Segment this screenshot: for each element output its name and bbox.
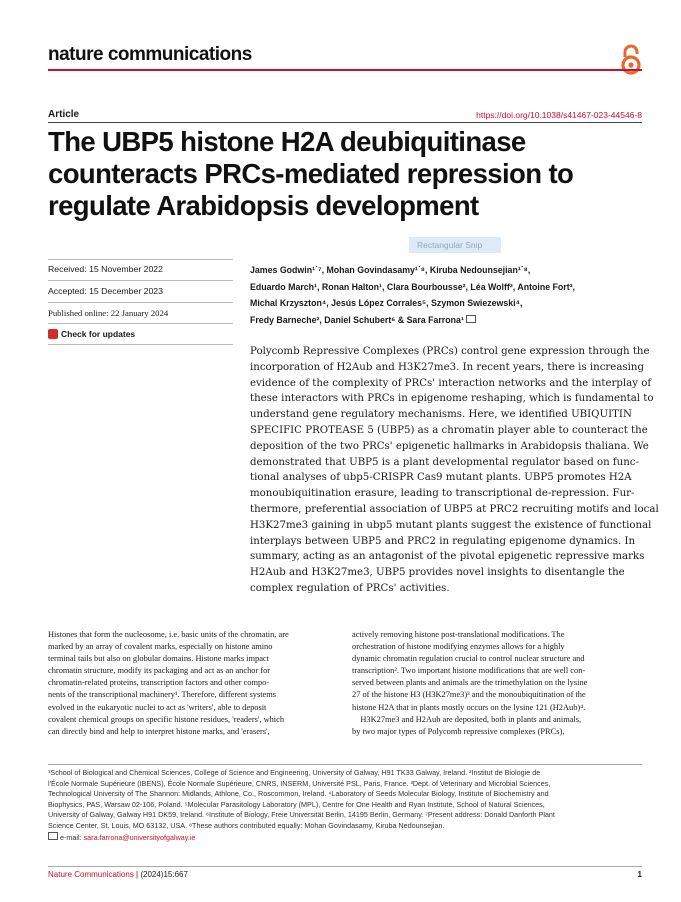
accepted-label: Accepted: <box>48 286 87 296</box>
received-label: Received: <box>48 264 87 274</box>
accepted-date <box>48 286 163 296</box>
mail-icon[interactable] <box>466 315 476 323</box>
body-column-right <box>352 629 642 738</box>
author-line[interactable]: Michal Krzyszton⁴, Jesús López Corrales⁵, Szymon Swiezewski⁴, <box>250 298 523 308</box>
email-line <box>48 832 642 844</box>
body-line: H3K27me3 and H2Aub are deposited, both in plants and animals, <box>352 714 582 724</box>
meta-rule <box>48 280 233 281</box>
author-list <box>250 262 642 328</box>
body-line: chromatin structure, modify its packaging and act as an anchor for <box>48 666 271 676</box>
check-for-updates-button[interactable] <box>48 329 135 339</box>
body-line: 27 of the histone H3 (H3K27me3)³ and the monoubiquitination of the <box>352 690 586 700</box>
body-line: terminal tails but also on globular domains. Histone marks impact <box>48 654 269 664</box>
abstract-line: understand gene regulatory mechanisms. Here, we identified UBIQUITIN <box>250 409 632 421</box>
affiliation-line: Biophysics, PAS, Warsaw 02-106, Poland. ⁵Molecular Parasitology Laboratory (MPL), Centre for One Health and Ryan Institute, School of Natural Sciences, <box>48 799 545 809</box>
received-value: 15 November 2022 <box>89 264 163 274</box>
abstract-line: H2Aub and H3K27me3, UBP5 provides novel insights to disentangle the <box>250 567 625 579</box>
abstract-line: tional analyses of ubp5-CRISPR Cas9 mutant plants. UBP5 promotes H2A <box>250 472 632 484</box>
abstract-line: complex regulation of PRCs' activities. <box>250 582 450 594</box>
affiliation-line: l'École Normale Supérieure (IBENS), École Normale Supérieure, CNRS, INSERM, Université PSL, Paris, France. ³Dept. of Veterinary and Microbial Sciences, <box>48 778 551 788</box>
check-updates-label: Check for updates <box>61 329 136 339</box>
footer-volume: | (2024)15:667 <box>136 870 188 879</box>
published-label: Published online: <box>48 308 109 318</box>
affiliation-line: Science Center, St. Louis, MO 63132, USA. ⁸These authors contributed equally: Mohan Govindasamy, Kiruba Nedounsejian. <box>48 820 445 830</box>
abstract <box>250 344 659 597</box>
abstract-line: H3K27me3 gaining in ubp5 mutant plants suggest the existence of functional <box>250 519 652 531</box>
rectangular-snip-overlay[interactable]: Rectangular Snip <box>409 237 501 253</box>
email-link[interactable]: sara.farrona@universityofgalway.ie <box>83 832 196 842</box>
email-label: e-mail: <box>60 832 82 842</box>
body-line: marked by an array of covalent marks, especially on histone amino <box>48 642 273 652</box>
abstract-line: incorporation of H2Aub and H3K27me3. In recent years, there is increasing <box>250 361 644 373</box>
author-line-text: Fredy Barneche², Daniel Schubert⁶ & Sara Farrona¹ <box>250 314 464 325</box>
body-line: nents of the transcriptional machinery¹. Therefore, different systems <box>48 690 277 700</box>
header-rule <box>48 69 642 71</box>
meta-rule <box>48 259 233 260</box>
article-type: Article <box>48 109 80 120</box>
author-line[interactable] <box>250 312 642 329</box>
body-line: can directly bind and help to interpret histone marks, and 'erasers', <box>48 726 270 736</box>
affiliation-line: Technological University of The Shannon: Midlands, Athlone, Co., Roscommon, Ireland. ⁴Laboratory of Seeds Molecular Biology, Institute of Biochemistry and <box>48 789 549 799</box>
body-line: evolved in the eukaryotic nuclei to act as 'writers', able to deposit <box>48 702 267 712</box>
affiliation-line: University of Galway, Galway H91 DK59, Ireland. ⁶Institute of Biology, Freie Universität Berlin, 14195 Berlin, Germany. ⁷Present address: Donald Danforth Plant <box>48 810 555 820</box>
body-line: Histones that form the nucleosome, i.e. basic units of the chromatin, are <box>48 630 289 639</box>
published-value: 22 January 2024 <box>110 308 169 318</box>
abstract-line: monoubiquitination erasure, leading to transcriptional de-repression. Fur- <box>250 488 635 500</box>
affiliations <box>48 768 642 843</box>
affiliation-line: ¹School of Biological and Chemical Sciences, College of Science and Engineering, University of Galway, H91 TK33 Galway, Ireland. ²Institut de Biologie de <box>48 768 541 777</box>
body-line: served between plants and animals are the trimethylation on the lysine <box>352 678 588 688</box>
body-line: orchestration of histone modifying enzymes allows for a highly <box>352 642 565 652</box>
footer-citation <box>48 870 188 879</box>
update-icon <box>48 329 58 339</box>
abstract-line: Polycomb Repressive Complexes (PRCs) control gene expression through the <box>250 346 650 357</box>
author-line[interactable]: James Godwin¹˙⁷, Mohan Govindasamy¹˙⁸, Kiruba Nedounsejian¹˙⁸, <box>250 265 531 275</box>
abstract-line: summary, acting as an antagonist of the pivotal epigenetic repressive marks <box>250 551 645 563</box>
body-line: histone H2A that in plants mostly occurs on the lysine 121 (H2Aub)⁴. <box>352 702 586 712</box>
author-line[interactable]: Eduardo March¹, Ronan Halton¹, Clara Bourbousse², Léa Wolff², Antoine Fort³, <box>250 281 575 292</box>
doi-link[interactable]: https://doi.org/10.1038/s41467-023-44546-8 <box>476 110 642 120</box>
article-title: The UBP5 histone H2A deubiquitinase counteracts PRCs-mediated repression to regulate Arabidopsis development <box>48 126 574 221</box>
footnote-rule <box>48 764 642 765</box>
meta-rule <box>48 344 233 345</box>
abstract-line: these interactors with PRCs in epigenome reshaping, which is fundamental to <box>250 393 654 405</box>
abstract-line: evidence of the complexity of PRCs' interaction networks and the interplay of <box>250 377 652 389</box>
open-access-icon <box>619 44 643 76</box>
body-line: transcription². Two important histone modifications that are well con- <box>352 666 586 676</box>
body-line: chromatin-related proteins, transcription factors and other compo- <box>48 678 270 688</box>
abstract-line: deposition of the two PRCs' epigenetic hallmarks in Arabidopsis thaliana. We <box>250 440 649 452</box>
meta-rule <box>48 323 233 324</box>
page-number: 1 <box>637 870 642 879</box>
footer-rule <box>48 866 642 867</box>
accepted-value: 15 December 2023 <box>89 286 163 296</box>
meta-rule <box>48 302 233 303</box>
body-column-left <box>48 629 335 738</box>
published-date <box>48 308 168 318</box>
title-rule <box>48 122 642 123</box>
abstract-line: interplays between UBP5 and PRC2 in regulating epigenome dynamics. In <box>250 535 636 547</box>
abstract-line: demonstrated that UBP5 is a plant developmental regulator based on func- <box>250 456 639 468</box>
mail-icon <box>48 832 58 840</box>
body-line: dynamic chromatin regulation crucial to control nuclear structure and <box>352 654 585 664</box>
body-line: actively removing histone post-translational modifications. The <box>352 630 565 639</box>
journal-name: nature communications <box>48 44 252 65</box>
body-line: by two major types of Polycomb repressive complexes (PRCs), <box>352 726 565 736</box>
received-date <box>48 264 163 274</box>
abstract-line: SPECIFIC PROTEASE 5 (UBP5) as a chromatin player able to counteract the <box>250 424 648 436</box>
footer-journal: Nature Communications <box>48 870 134 879</box>
abstract-line: thermore, preferential association of UBP5 at PRC2 recruiting motifs and local <box>250 503 659 515</box>
body-line: covalent chemical groups on specific histone residues, 'readers', which <box>48 714 285 724</box>
